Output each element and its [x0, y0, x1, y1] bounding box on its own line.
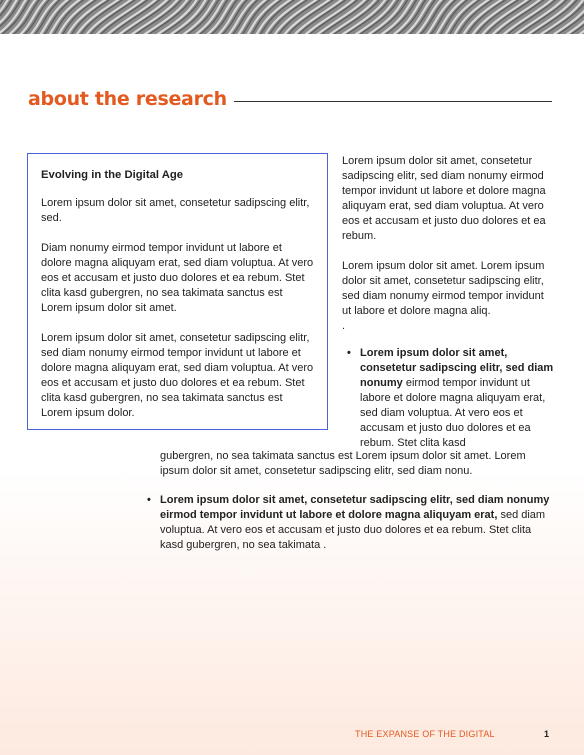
header-banner-image — [0, 0, 584, 34]
bullet-bold-text: Lorem ipsum dolor sit amet, consetetur sadipscing elitr, sed diam nonumy — [360, 347, 554, 389]
bullet-text: sed diam voluptua. At vero eos et accusam et justo duo dolores et ea rebum. Stet clita kasd gubergren, no sea takimata . — [160, 509, 546, 551]
bullet-text: eirmod tempor invidunt ut labore et dolore magna aliquyam erat, sed diam voluptua. At vero eos et accusam et justo duo dolores et ea rebum. Stet clita kasd — [360, 377, 546, 449]
box-title: Evolving in the Digital Age — [41, 169, 184, 181]
body-paragraph: Lorem ipsum dolor sit amet. Lorem ipsum dolor sit amet, consetetur sadipscing elitr, sed diam nonumy eirmod tempor invidunt ut labore et dolore magna aliq. — [342, 260, 545, 317]
body-paragraph: Lorem ipsum dolor sit amet, consetetur sadipscing elitr, sed diam nonumy eirmod tempor invidunt ut labore et dolore magna aliquyam erat, sed diam voluptua. At vero eos et accusam et justo duo dolores et ea rebum. — [342, 155, 546, 242]
right-column — [342, 154, 554, 332]
page-number: 1 — [544, 729, 550, 739]
stray-period: . — [342, 320, 346, 332]
footer-title: THE EXPANSE OF THE DIGITAL — [355, 729, 495, 739]
box-paragraph: Diam nonumy eirmod tempor invidunt ut labore et dolore magna aliquyam erat, sed diam voluptua. At vero eos et accusam et justo duo dolores et ea rebum. Stet clita kasd gubergren, no sea takimata sanctus est Lorem ipsum dolor sit amet. — [41, 242, 314, 314]
bullet-continuation: gubergren, no sea takimata sanctus est Lorem ipsum dolor sit amet. Lorem ipsum dolor sit amet, consetetur sadipscing elitr, sed diam nonu. — [160, 450, 526, 477]
bullet-icon: • — [347, 347, 351, 359]
sidebar-info-box — [27, 153, 328, 430]
heading-divider — [234, 101, 552, 102]
bullet-icon: • — [147, 494, 151, 506]
bullet-bold-text: Lorem ipsum dolor sit amet, consetetur sadipscing elitr, sed diam nonumy eirmod tempor invidunt ut labore et dolore magna aliquyam erat, — [160, 494, 550, 521]
bullet-item — [147, 493, 554, 553]
box-paragraph: Lorem ipsum dolor sit amet, consetetur sadipscing elitr, sed. — [41, 197, 310, 224]
box-paragraph: Lorem ipsum dolor sit amet, consetetur sadipscing elitr, sed diam nonumy eirmod tempor invidunt ut labore et dolore magna aliquyam erat, sed diam voluptua. At vero eos et accusam et justo duo dolores et ea rebum. Stet clita kasd gubergren, no sea takimata sanctus est Lorem ipsum dolor. — [41, 332, 314, 419]
bullet-item — [347, 346, 554, 451]
page-heading: about the research — [28, 88, 227, 110]
wave-pattern-graphic — [0, 0, 584, 34]
